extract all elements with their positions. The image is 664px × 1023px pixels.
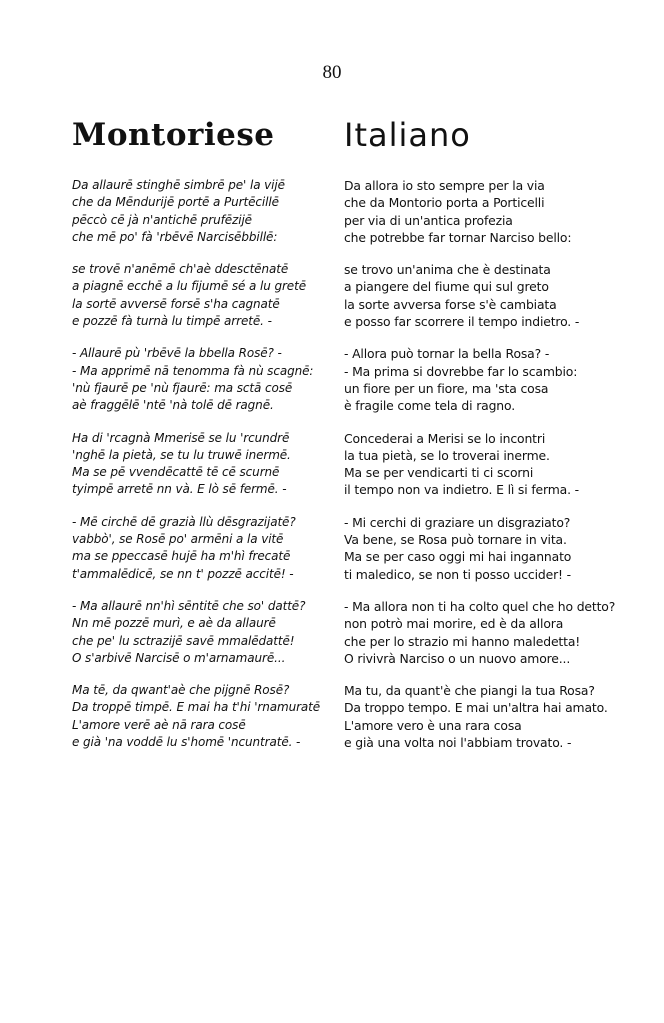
verse-line: - Ma apprimē nā tenomma fà nù scagnē: bbox=[72, 363, 314, 378]
stanza bbox=[344, 261, 644, 330]
verse-line: a piagnē ecchē a lu fijumē sé a lu gretē bbox=[72, 279, 306, 294]
verse-line: è fragile come tela di ragno. bbox=[344, 398, 516, 414]
verse-line: - Ma allaurē nn'hì sēntitē che so' dattē? bbox=[72, 598, 306, 613]
verse-line: Va bene, se Rosa può tornare in vita. bbox=[344, 532, 567, 548]
verse-line: che potrebbe far tornar Narciso bello: bbox=[344, 229, 572, 245]
verse-line: tyimpē arretē nn và. E lò sē fermē. - bbox=[72, 482, 287, 497]
verse-line: L'amore verē aè nā rara cosē bbox=[72, 717, 246, 732]
verse-line: non potrò mai morire, ed è da allora bbox=[344, 616, 564, 632]
verse-line: - Allaurē pù 'rbēvē la bbella Rosē? - bbox=[72, 346, 282, 361]
italiano-column bbox=[344, 112, 644, 766]
stanza bbox=[344, 598, 644, 667]
verse-line: Da allaurē stinghē simbrē pe' la vijē bbox=[72, 178, 285, 192]
verse-line: e posso far scorrere il tempo indietro. - bbox=[344, 314, 580, 330]
verse-line: e pozzē fà turnà lu timpē arretē. - bbox=[72, 314, 272, 329]
verse-line: Ma se per vendicarti ti ci scorni bbox=[344, 465, 534, 481]
verse-line: Concederai a Merisi se lo incontri bbox=[344, 430, 546, 446]
verse-line: - Mē circhē dē grazià llù dēsgrazijatē? bbox=[72, 514, 296, 529]
stanza bbox=[344, 514, 644, 583]
verse-line: L'amore vero è una rara cosa bbox=[344, 717, 522, 733]
italiano-stanzas bbox=[344, 177, 644, 751]
verse-line: che per lo strazio mi hanno maledetta! bbox=[344, 633, 581, 649]
stanza bbox=[344, 177, 644, 246]
stanza bbox=[344, 430, 644, 499]
verse-line: la sortē avversē forsē s'ha cagnatē bbox=[72, 296, 280, 311]
verse-line: ma se ppeccasē hujē ha m'hì frecatē bbox=[72, 549, 291, 564]
verse-line: Ha di 'rcagnà Mmerisē se lu 'rcundrē bbox=[72, 430, 290, 445]
stanza bbox=[72, 430, 342, 499]
verse-line: aè fraggēlē 'ntē 'nà tolē dē ragnē. bbox=[72, 398, 274, 413]
verse-line: se trovē n'anēmē ch'aè ddesctēnatē bbox=[72, 262, 289, 277]
verse-line: - Mi cerchi di graziare un disgraziato? bbox=[344, 514, 571, 530]
verse-line: Ma se per caso oggi mi hai ingannato bbox=[344, 549, 572, 565]
verse-line: e già una volta noi l'abbiam trovato. - bbox=[344, 735, 572, 751]
verse-line: che mē po' fà 'rbēvē Narcisēbbillē: bbox=[72, 229, 278, 244]
verse-line: per via di un'antica profezia bbox=[344, 212, 513, 228]
verse-line: - Ma allora non ti ha colto quel che ho detto? bbox=[344, 598, 616, 614]
verse-line: che pe' lu sctrazijē savē mmalēdattē! bbox=[72, 633, 295, 648]
verse-line: la tua pietà, se lo troverai inerme. bbox=[344, 447, 550, 463]
verse-line: la sorte avversa forse s'è cambiata bbox=[344, 296, 557, 312]
verse-line: ti maledico, se non ti posso uccider! - bbox=[344, 566, 571, 582]
verse-line: il tempo non va indietro. E lì si ferma. - bbox=[344, 482, 579, 498]
montoriese-column bbox=[72, 112, 342, 766]
verse-line: un fiore per un fiore, ma 'sta cosa bbox=[344, 380, 549, 396]
montoriese-stanzas bbox=[72, 177, 342, 751]
verse-line: - Ma prima si dovrebbe far lo scambio: bbox=[344, 363, 578, 379]
verse-line: O s'arbivē Narcisē o m'arnamaurē... bbox=[72, 650, 286, 665]
stanza bbox=[72, 598, 342, 667]
page-number: 80 bbox=[322, 62, 342, 83]
stanza bbox=[344, 345, 644, 414]
stanza bbox=[72, 345, 342, 414]
verse-line: che da Montorio porta a Porticelli bbox=[344, 195, 545, 211]
verse-line: che da Mēndurijē portē a Purtēcillē bbox=[72, 195, 279, 210]
verse-line: Nn mē pozzē murì, e aè da allaurē bbox=[72, 616, 276, 631]
verse-line: 'nghē la pietà, se tu lu truwē inermē. bbox=[72, 447, 291, 462]
montoriese-title: Montoriese bbox=[72, 117, 275, 153]
verse-line: pēccò cē jà n'antichē prufēzijē bbox=[72, 212, 252, 227]
verse-line: Da troppo tempo. E mai un'altra hai amato. bbox=[344, 700, 608, 716]
verse-line: Ma tu, da quant'è che piangi la tua Rosa? bbox=[344, 683, 595, 699]
verse-line: O rivivrà Narciso o un nuovo amore... bbox=[344, 650, 571, 666]
verse-line: t'ammalēdicē, se nn t' pozzē accitē! - bbox=[72, 566, 294, 581]
verse-line: e già 'na voddē lu s'homē 'ncuntratē. - bbox=[72, 735, 301, 750]
italiano-title: Italiano bbox=[344, 116, 471, 154]
stanza bbox=[344, 682, 644, 751]
verse-line: a piangere del fiume qui sul greto bbox=[344, 279, 549, 295]
verse-line: Ma se pē vvendēcattē tē cē scurnē bbox=[72, 465, 280, 480]
stanza bbox=[72, 514, 342, 583]
stanza bbox=[72, 261, 342, 330]
verse-line: - Allora può tornar la bella Rosa? - bbox=[344, 346, 550, 362]
verse-line: se trovo un'anima che è destinata bbox=[344, 262, 551, 278]
verse-line: Ma tē, da qwant'aè che pijgnē Rosē? bbox=[72, 683, 290, 698]
verse-line: Da troppē timpē. E mai ha t'hi 'rnamuratē bbox=[72, 700, 321, 715]
stanza bbox=[72, 682, 342, 751]
verse-line: 'nù fjaurē pe 'nù fjaurē: ma sctā cosē bbox=[72, 380, 293, 395]
verse-line: Da allora io sto sempre per la via bbox=[344, 178, 545, 193]
verse-line: vabbò', se Rosē po' armēni a la vitē bbox=[72, 532, 284, 547]
stanza bbox=[72, 177, 342, 246]
